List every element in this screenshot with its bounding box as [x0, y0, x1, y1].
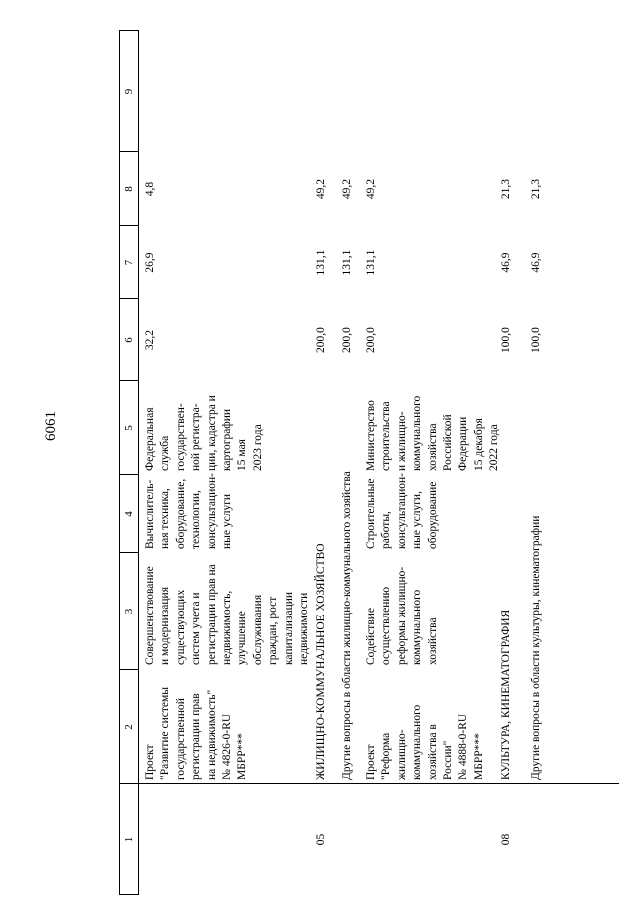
project-4888-name: Проект "Реформа жилищно- коммунального хозяйства в России" № 4888-0-RU МБРР*** — [365, 704, 485, 780]
project-4826-name: Проект "Развитие системы государственной регистрации прав на недвижимость" № 4826-0-RU МБРР*** — [144, 687, 249, 780]
column-number-4: 4 — [123, 511, 135, 517]
section-05-value-7: 131,1 — [315, 249, 327, 276]
section-05-code: 05 — [315, 833, 327, 846]
column-number-9: 9 — [123, 88, 135, 95]
project-4826-purpose: Совершенствование и модернизация существующих систем учета и регистрации прав на недвижимость, улучшение обслуживания граждан, рост капитализации недвижимости — [144, 564, 311, 665]
budget-table — [119, 30, 619, 895]
column-number-2: 2 — [123, 724, 135, 730]
project-4888-value-6: 200,0 — [365, 327, 377, 353]
project-4888-goods: Строительные работы, консультацион- ные услуги, оборудование — [365, 473, 439, 549]
page-number: 6061 — [43, 411, 59, 441]
project-4826-value-7: 26,9 — [144, 252, 156, 273]
project-4888-value-8: 49,2 — [365, 178, 377, 200]
project-4826-executor: Федеральная служба государствен- ной регистра- ции, кадастра и картографии 15 мая 2023 года — [144, 395, 264, 471]
section-08-code: 08 — [500, 833, 512, 846]
subsection-08-value-6: 100,0 — [530, 327, 542, 353]
section-08-value-6: 100,0 — [500, 327, 512, 353]
column-border — [119, 783, 619, 784]
section-05-title: ЖИЛИЩНО-КОММУНАЛЬНОЕ ХОЗЯЙСТВО — [315, 543, 327, 780]
project-4826-goods: Вычислитель- ная техника, оборудование, технологии, консультацион- ные услуги — [144, 473, 234, 549]
section-08-value-8: 21,3 — [500, 178, 512, 200]
column-number-1: 1 — [123, 836, 135, 843]
column-number-3: 3 — [123, 608, 135, 615]
subsection-05-value-6: 200,0 — [341, 327, 353, 353]
subsection-05-value-8: 49,2 — [341, 178, 353, 200]
section-05-value-8: 49,2 — [315, 178, 327, 200]
column-number-7: 7 — [123, 259, 135, 266]
section-05-value-6: 200,0 — [315, 327, 327, 353]
column-number-6: 6 — [123, 337, 135, 343]
project-4826-value-6: 32,2 — [144, 329, 156, 351]
subsection-08-value-7: 46,9 — [530, 252, 542, 273]
column-number-8: 8 — [123, 186, 135, 192]
subsection-05-value-7: 131,1 — [341, 249, 353, 276]
project-4888-value-7: 131,1 — [365, 249, 377, 276]
section-08-value-7: 46,9 — [500, 252, 512, 273]
subsection-08-title: Другие вопросы в области культуры, кинематографии — [530, 515, 542, 780]
subsection-05-title: Другие вопросы в области жилищно-коммунального хозяйства — [341, 471, 353, 780]
subsection-08-value-8: 21,3 — [530, 178, 542, 200]
section-08-title: КУЛЬТУРА, КИНЕМАТОГРАФИЯ — [500, 609, 512, 780]
project-4826-value-8: 4,8 — [144, 181, 156, 197]
project-4888-executor: Министерство строительства и жилищно- коммунального хозяйства Российской Федерации 15 декабря 2022 года — [365, 395, 501, 471]
project-4888-purpose: Содействие осуществлению реформы жилищно- коммунального хозяйства — [365, 566, 439, 665]
column-number-5: 5 — [123, 425, 135, 431]
